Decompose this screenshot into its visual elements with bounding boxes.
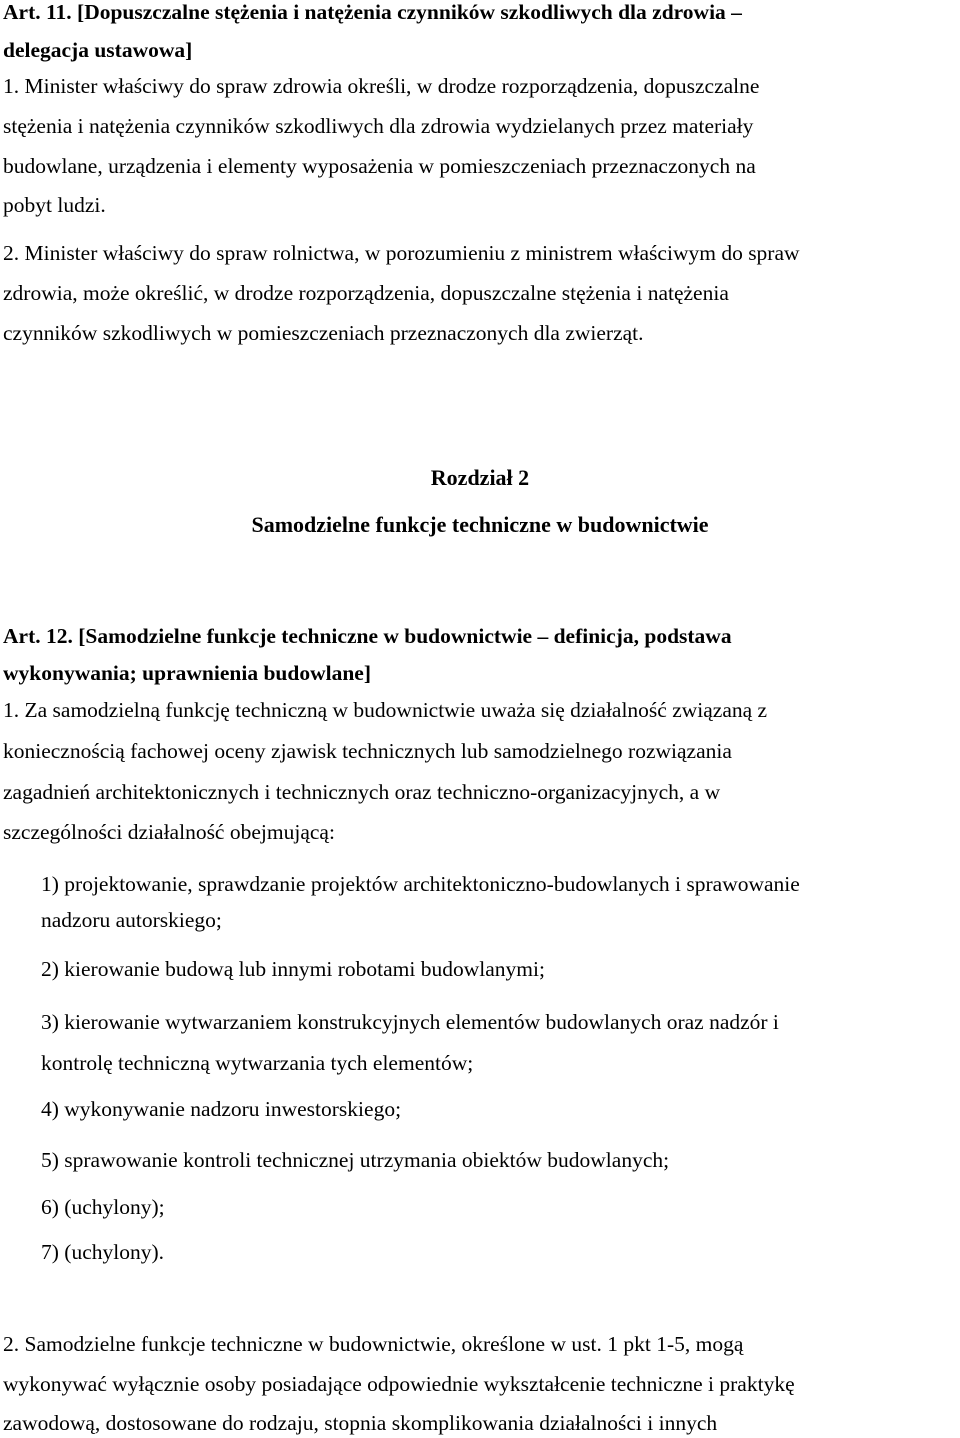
art12-para1-line: koniecznością fachowej oceny zjawisk technicznych lub samodzielnego rozwiązania [3,739,732,763]
art12-para2-line: wykonywać wyłącznie osoby posiadające odpowiednie wykształcenie techniczne i praktykę [3,1372,795,1396]
list-item: 6) (uchylony); [41,1195,165,1219]
art11-heading-line2: delegacja ustawowa] [3,38,193,62]
list-item-continuation: kontrolę techniczną wytwarzania tych elementów; [41,1051,474,1075]
chapter-title: Samodzielne funkcje techniczne w budownictwie [251,512,709,537]
art12-heading-line2: wykonywania; uprawnienia budowlane] [3,661,371,685]
art11-para1-line: stężenia i natężenia czynników szkodliwych dla zdrowia wydzielanych przez materiały [3,114,754,138]
art11-para2-line: 2. Minister właściwy do spraw rolnictwa, w porozumieniu z ministrem właściwym do spraw [3,241,800,265]
art11-para1-line: budowlane, urządzenia i elementy wyposażenia w pomieszczeniach przeznaczonych na [3,154,756,178]
art12-para2-line: 2. Samodzielne funkcje techniczne w budownictwie, określone w ust. 1 pkt 1-5, mogą [3,1332,744,1356]
art11-para2-line: zdrowia, może określić, w drodze rozporządzenia, dopuszczalne stężenia i natężenia [3,281,729,305]
art12-para1-line: zagadnień architektonicznych i technicznych oraz techniczno-organizacyjnych, a w [3,780,721,804]
list-item: 3) kierowanie wytwarzaniem konstrukcyjnych elementów budowlanych oraz nadzór i [41,1010,779,1034]
art11-para1-line: 1. Minister właściwy do spraw zdrowia określi, w drodze rozporządzenia, dopuszczalne [3,74,760,98]
list-item: 1) projektowanie, sprawdzanie projektów architektoniczno-budowlanych i sprawowanie [41,872,800,896]
chapter-number: Rozdział 2 [430,465,530,490]
art12-para2-line: zawodową, dostosowane do rodzaju, stopnia skomplikowania działalności i innych [3,1411,718,1435]
art12-para1-line: 1. Za samodzielną funkcję techniczną w budownictwie uważa się działalność związaną z [3,698,768,722]
art12-heading-line1: Art. 12. [Samodzielne funkcje techniczne w budownictwie – definicja, podstawa [3,624,732,648]
list-item: 7) (uchylony). [41,1240,164,1264]
list-item-continuation: nadzoru autorskiego; [41,908,222,932]
art11-para2-line: czynników szkodliwych w pomieszczeniach przeznaczonych dla zwierząt. [3,321,644,345]
art11-para1-line: pobyt ludzi. [3,193,106,217]
list-item: 5) sprawowanie kontroli technicznej utrzymania obiektów budowlanych; [41,1148,670,1172]
list-item: 2) kierowanie budową lub innymi robotami budowlanymi; [41,957,545,981]
art12-para1-line: szczególności działalność obejmującą: [3,820,335,844]
art11-heading-line1: Art. 11. [Dopuszczalne stężenia i natężenia czynników szkodliwych dla zdrowia – [3,0,742,24]
list-item: 4) wykonywanie nadzoru inwestorskiego; [41,1097,402,1121]
